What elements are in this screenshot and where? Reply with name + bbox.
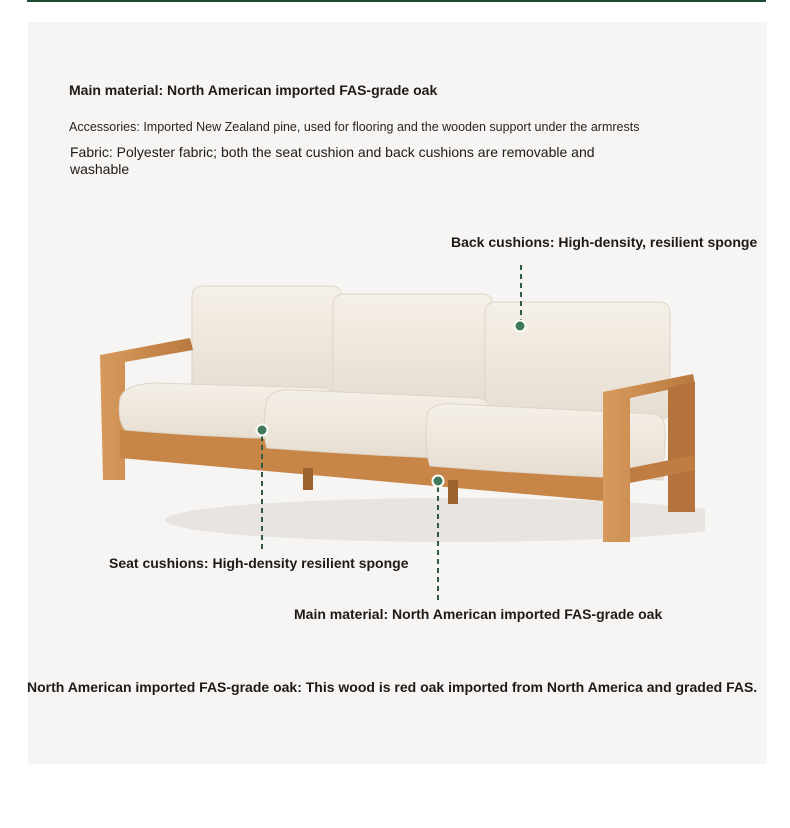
callout-back-cushions: Back cushions: High-density, resilient sponge: [451, 234, 758, 250]
back-cushion-middle: [333, 294, 493, 406]
back-cushion-right: [485, 302, 670, 420]
top-accent-rule: [27, 0, 766, 2]
leg-middle: [448, 480, 458, 504]
sofa-image: [95, 280, 705, 550]
spec-fabric: Fabric: Polyester fabric; both the seat cushion and back cushions are removable and washable: [70, 144, 595, 177]
spec-main-material: Main material: North American imported FAS-grade oak: [69, 82, 438, 98]
back-cushion-left: [192, 286, 342, 396]
leg-left: [303, 468, 313, 490]
callout-seat-cushions: Seat cushions: High-density resilient sponge: [109, 555, 409, 571]
right-armrest-back: [668, 382, 695, 512]
oak-footnote: North American imported FAS-grade oak: This wood is red oak imported from North America and graded FAS.: [27, 679, 758, 695]
callout-frame-material: Main material: North American imported FAS-grade oak: [294, 606, 663, 622]
spec-accessories: Accessories: Imported New Zealand pine, used for flooring and the wooden support under the armrests: [69, 120, 640, 134]
